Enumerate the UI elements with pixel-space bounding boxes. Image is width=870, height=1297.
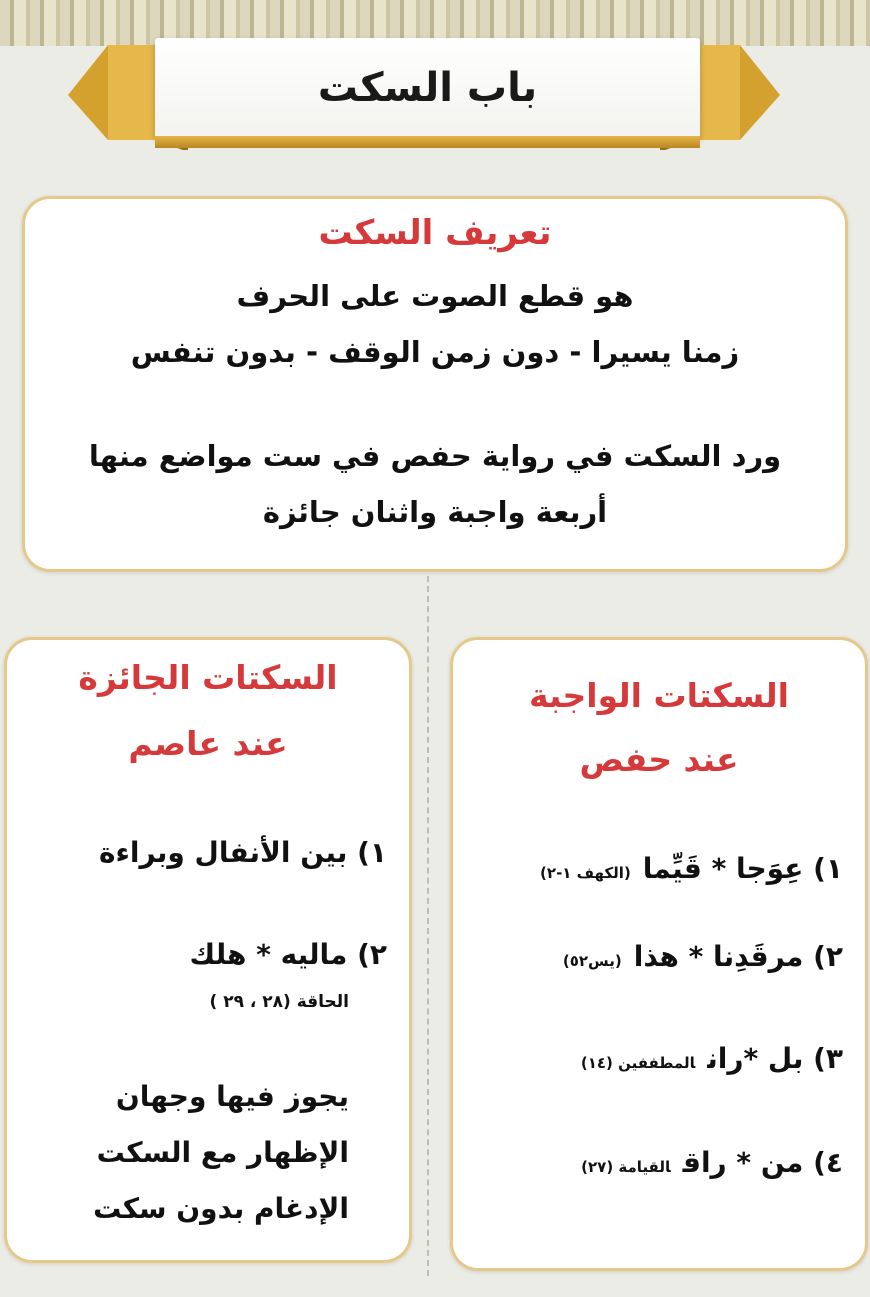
item-reference: الحاقة (٢٨ ، ٢٩ ) bbox=[209, 992, 349, 1012]
definition-card bbox=[22, 196, 848, 572]
permissible-heading: السكتات الجائزة bbox=[78, 658, 338, 697]
item-text: ١) عِوَجا * قَيِّما bbox=[642, 852, 843, 885]
definition-heading: تعريف السكت bbox=[318, 213, 552, 253]
column-divider bbox=[427, 576, 429, 1276]
definition-line: ورد السكت في رواية حفص في ست مواضع منها bbox=[88, 439, 782, 473]
list-item: ١) بين الأنفال وبراءة bbox=[99, 836, 387, 869]
page-title: باب السكت bbox=[317, 65, 538, 111]
permissible-subheading: عند عاصم bbox=[128, 724, 288, 763]
definition-line: هو قطع الصوت على الحرف bbox=[236, 279, 634, 313]
list-item bbox=[540, 852, 843, 885]
list-item: ٢) ماليه * هلك bbox=[189, 938, 387, 971]
item-text: ٤) من * راق bbox=[682, 1146, 843, 1179]
note-line: الإدغام بدون سكت bbox=[93, 1192, 349, 1225]
title-banner bbox=[155, 38, 700, 138]
obligatory-heading: السكتات الواجبة bbox=[529, 676, 789, 715]
item-text: ٣) بل *ران bbox=[707, 1042, 843, 1075]
obligatory-subheading: عند حفص bbox=[579, 740, 739, 779]
list-item bbox=[581, 1042, 843, 1075]
obligatory-pauses-card bbox=[450, 637, 868, 1271]
item-reference: القيامة (٢٧) bbox=[581, 1158, 671, 1176]
item-reference: المطففين (١٤) bbox=[580, 1054, 696, 1072]
note-line: يجوز فيها وجهان bbox=[115, 1080, 349, 1113]
item-text: ٢) مرقَدِنا * هذا bbox=[633, 940, 843, 973]
list-item bbox=[581, 1146, 843, 1179]
title-gold-bar bbox=[155, 136, 700, 148]
item-reference: (يس٥٢) bbox=[562, 952, 622, 970]
definition-line: زمنا يسيرا - دون زمن الوقف - بدون تنفس bbox=[130, 335, 740, 369]
note-line: الإظهار مع السكت bbox=[96, 1136, 349, 1169]
permissible-pauses-card bbox=[4, 637, 412, 1263]
list-item bbox=[563, 940, 843, 973]
item-reference: (الكهف ١-٢) bbox=[540, 864, 631, 882]
definition-line: أربعة واجبة واثنان جائزة bbox=[262, 495, 608, 529]
